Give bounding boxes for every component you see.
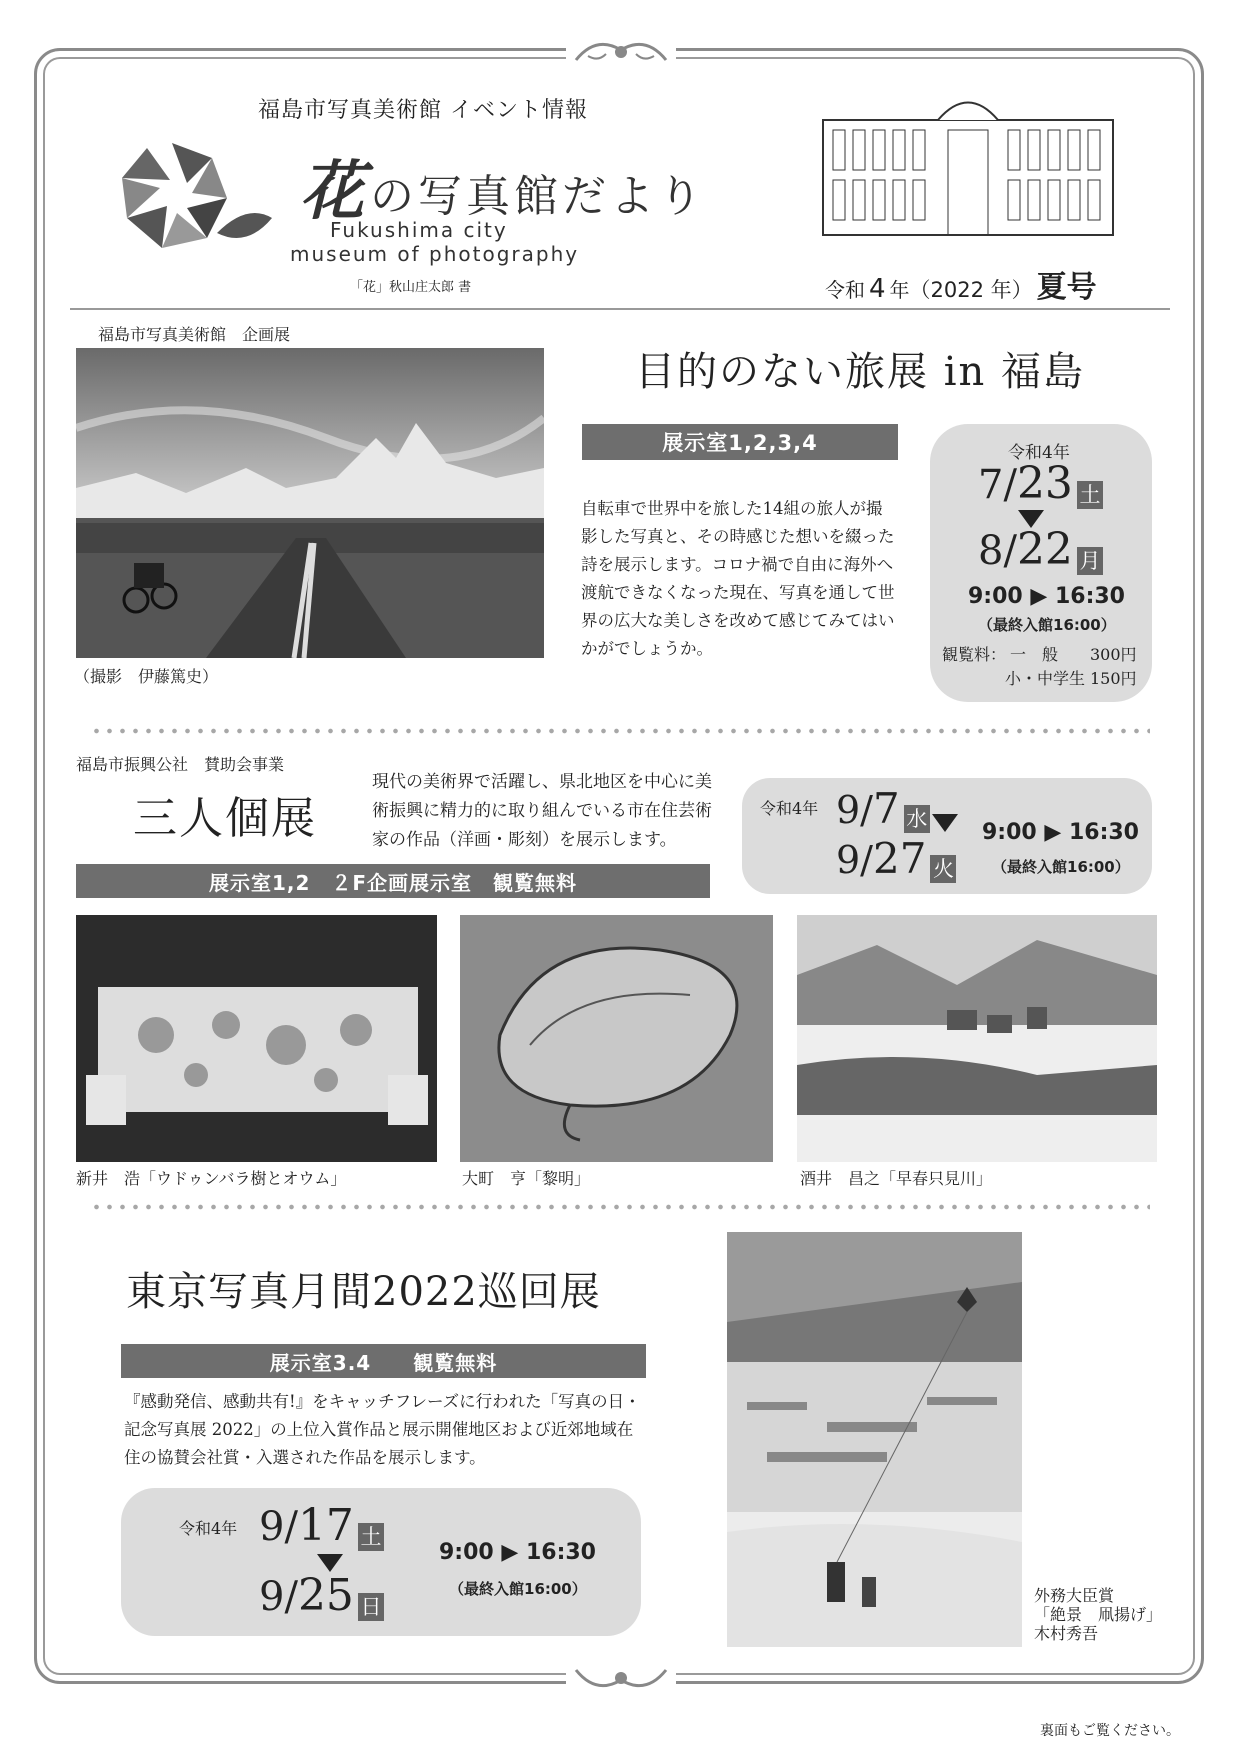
calligraphy-credit: 「花」秋山庄太郎 書 [350, 280, 472, 295]
event3-hours: 9:00 ▶ 16:30 [439, 1540, 596, 1565]
event2-start-date: 9/7 水 [836, 784, 930, 833]
museum-building-illustration [818, 90, 1118, 244]
event1-end-date: 8/22 月 [978, 524, 1103, 575]
event2-description: 現代の美術界で活躍し、県北地区を中心に美術振興に精力的に取り組んでいる市在住芸術家の作品（洋画・彫刻）を展示します。 [372, 772, 712, 850]
event2-work-caption: 大町 亨「黎明」 [462, 1169, 591, 1188]
event2-artwork-snow-landscape [797, 915, 1157, 1162]
top-ornament [566, 30, 676, 70]
subtitle-en-1: Fukushima city [330, 218, 508, 242]
event2-era: 令和4年 [760, 799, 819, 818]
dotted-divider [90, 1200, 1150, 1214]
event3-award-caption [1034, 1586, 1162, 1643]
event1-room-banner: 展示室1,2,3,4 [582, 424, 898, 460]
event2-artwork-relief [76, 915, 437, 1162]
event1-photo-mountain-road [76, 348, 544, 658]
event3-date-panel [121, 1488, 641, 1636]
event2-organizer: 福島市振興公社 賛助会事業 [76, 755, 285, 774]
event3-end-date: 9/25 日 [259, 1570, 384, 1621]
bottom-ornament [566, 1660, 676, 1700]
event2-end-date: 9/27 火 [836, 834, 956, 883]
event1-fee-general-label: 一 般 [1010, 645, 1059, 664]
event1-description: 自転車で世界中を旅した14組の旅人が撮影した写真と、その時感じた想いを綴った詩を展示します。コロナ禍で自由に海外へ渡航できなくなった現在、写真を通して世界の広大な美しさを改めて感じてみてはいかがでしょうか。 [581, 499, 895, 658]
event2-artwork-glass [460, 915, 773, 1162]
event1-fee-label: 観覧料： [942, 645, 1007, 664]
event1-date-panel [930, 424, 1152, 702]
issue-info: 令和 4 年（2022 年） 夏号 [825, 270, 1097, 305]
event2-date-panel [742, 778, 1152, 894]
event1-fee-general: 300円 [1090, 645, 1137, 664]
title-kanji: 花 [300, 154, 364, 229]
event3-title: 東京写真月間2022巡回展 [126, 1269, 601, 1315]
event1-organizer: 福島市写真美術館 企画展 [98, 325, 291, 344]
event3-start-date: 9/17 土 [259, 1500, 384, 1551]
event1-title: 目的のない旅展 in 福島 [635, 349, 1085, 395]
newsletter-title: の写真館だより [370, 171, 706, 222]
event2-work-caption: 新井 浩「ウドゥンバラ樹とオウム」 [76, 1169, 347, 1188]
event1-fee-student-label: 小・中学生 [1005, 669, 1086, 688]
event1-fee-student: 150円 [1090, 669, 1137, 688]
event3-room-banner: 展示室3.4 観覧無料 [121, 1344, 646, 1378]
award-name: 外務大臣賞 [1034, 1586, 1115, 1605]
event3-last-entry: （最終入館16:00） [449, 1580, 587, 1598]
event3-award-photo-kite [727, 1232, 1022, 1647]
event2-work-caption: 酒井 昌之「早春只見川」 [800, 1169, 993, 1188]
event2-title: 三人個展 [133, 793, 317, 844]
event2-hours: 9:00 ▶ 16:30 [982, 820, 1139, 845]
event2-last-entry: （最終入館16:00） [992, 858, 1130, 876]
dotted-divider [90, 724, 1150, 738]
event1-era: 令和4年 [1008, 443, 1070, 463]
event3-description: 『感動発信、感動共有!』をキャッチフレーズに行われた「写真の日・記念写真展 2022」の上位入賞作品と展示開催地区および近郊地域在住の協賛会社賞・入選された作品を展示します。 [124, 1392, 641, 1467]
award-work-title: 「絶景 凧揚げ」 [1034, 1605, 1163, 1624]
camera-aperture-logo [112, 138, 272, 272]
event1-hours: 9:00 ▶ 16:30 [968, 584, 1125, 609]
event1-photo-credit: （撮影 伊藤篤史） [74, 667, 219, 686]
event3-era: 令和4年 [179, 1519, 238, 1538]
event2-room-banner: 展示室1,2 ２F企画展示室 観覧無料 [76, 864, 710, 898]
event1-start-date: 7/23 土 [978, 458, 1103, 509]
section-divider [70, 308, 1170, 310]
org-line: 福島市写真美術館 イベント情報 [258, 98, 588, 123]
subtitle-en-2: museum of photography [290, 242, 580, 266]
event1-last-entry: （最終入館16:00） [978, 616, 1116, 634]
award-photographer: 木村秀吾 [1034, 1624, 1099, 1643]
footer-note: 裏面もご覧ください。 [1040, 1723, 1180, 1739]
date-range-arrow-icon [932, 814, 958, 832]
